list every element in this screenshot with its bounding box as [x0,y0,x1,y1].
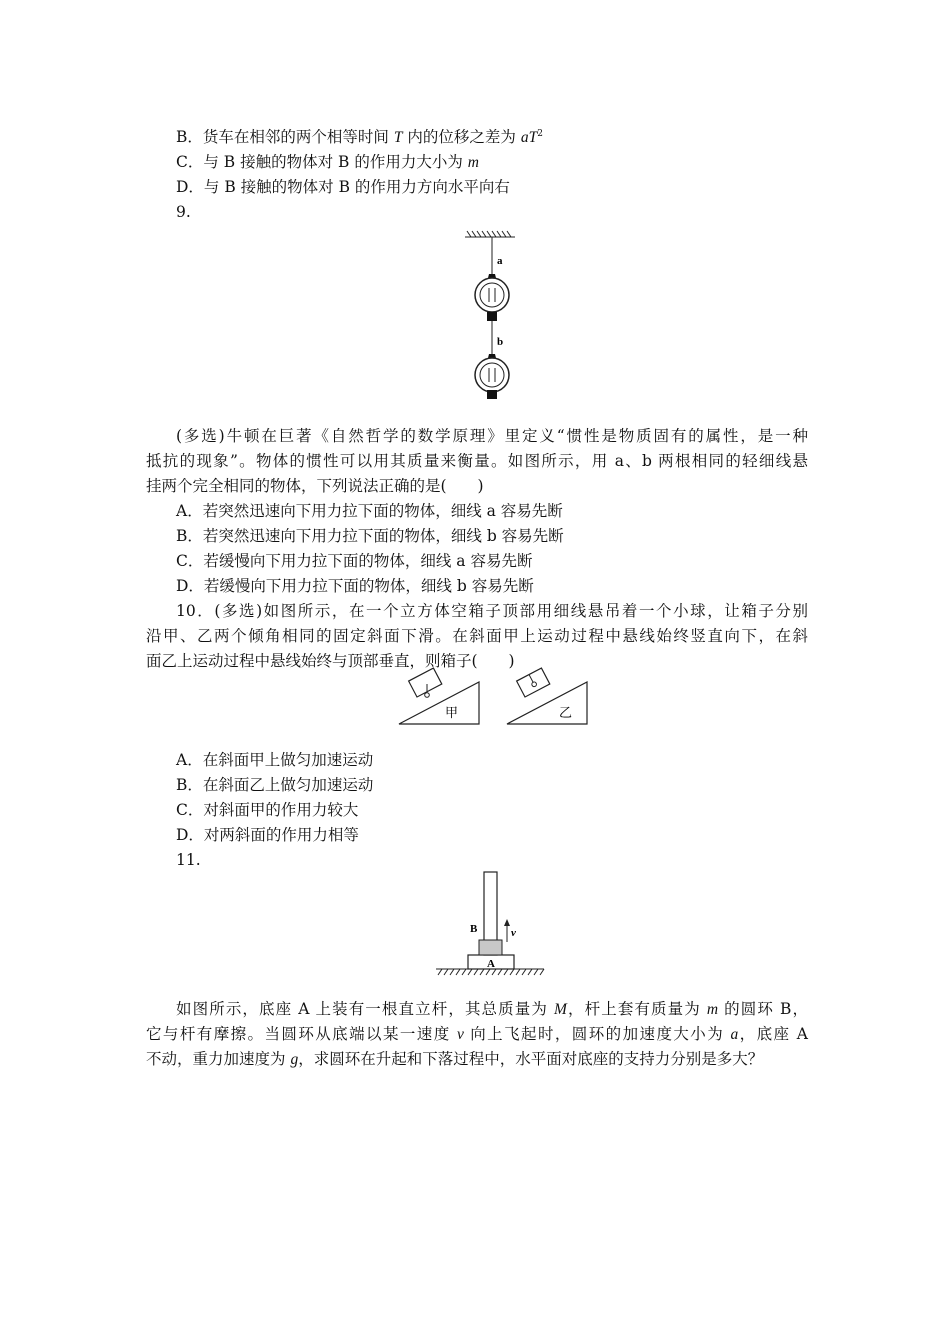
q11-var-m: m [706,1001,719,1018]
q9-option-b: B．若突然迅速向下用力拉下面的物体，细线 b 容易先断 [176,527,564,545]
q11-var-M: M [554,1001,567,1018]
weight-upper [475,274,509,321]
q8-exponent: 2 [537,129,543,139]
q11-var-a: a [730,1026,739,1043]
q8-option-b-text: B．货车在相邻的两个相等时间 [176,128,394,146]
label-a: a [497,255,503,267]
q10-figure [395,675,595,730]
q8-var-m: m [467,154,479,171]
label-B: B [470,923,478,935]
q11-stem-line2: 它与杆有摩擦。当圆环从底端以某一速度 v 向上飞起时，圆环的加速度大小为 a，底座 A [146,1025,808,1043]
q8-option-b [176,126,543,149]
q11-figure [432,868,552,983]
velocity-arrow [504,919,510,942]
q9-number: 9. [176,203,191,221]
q8-option-b-mid: 内的位移之差为 [402,128,521,146]
label-v: v [511,927,516,939]
q10-stem-line3: 面乙上运动过程中悬线始终与顶部垂直，则箱子( ) [146,652,515,670]
q11-stem-line3: 不动，重力加速度为 g，求圆环在升起和下落过程中，水平面对底座的支持力分别是多大？ [146,1050,764,1068]
label-b: b [497,336,504,348]
weight-lower [475,354,509,399]
label-A: A [487,958,495,970]
q9-figure [455,228,525,403]
q9-option-d: D．若缓慢向下用力拉下面的物体，细线 b 容易先断 [176,577,534,595]
q8-var-a: a [520,129,529,146]
q8-option-c-text: C．与 B 接触的物体对 B 的作用力大小为 [176,153,468,171]
q9-option-c: C．若缓慢向下用力拉下面的物体，细线 a 容易先断 [176,552,533,570]
q10-option-a: A．在斜面甲上做匀加速运动 [176,751,374,769]
q10-option-d: D．对两斜面的作用力相等 [176,826,359,844]
q9-stem-line1: (多选)牛顿在巨著《自然哲学的数学原理》里定义“惯性是物质固有的属性，是一种 [176,427,808,445]
incline-jia [399,668,479,724]
q11-var-v: v [457,1026,464,1043]
ceiling-hatch [465,231,515,237]
q8-option-d: D．与 B 接触的物体对 B 的作用力方向水平向右 [176,178,510,196]
q9-option-a: A．若突然迅速向下用力拉下面的物体，细线 a 容易先断 [176,502,563,520]
q10-option-c: C．对斜面甲的作用力较大 [176,801,359,819]
q8-var-T2: T [528,129,538,146]
q10-option-b: B．在斜面乙上做匀加速运动 [176,776,374,794]
label-yi: 乙 [559,705,573,720]
incline-yi [507,668,587,724]
q9-stem-line3: 挂两个完全相同的物体，下列说法正确的是( ) [146,477,484,495]
q9-stem-line2: 抵抗的现象”。物体的惯性可以用其质量来衡量。如图所示，用 a、b 两根相同的轻细线悬 [146,452,808,470]
q10-stem-line1: 10．(多选)如图所示，在一个立方体空箱子顶部用细线悬吊着一个小球，让箱子分别 [176,602,808,620]
q11-stem-line1: 如图所示，底座 A 上装有一根直立杆，其总质量为 M，杆上套有质量为 m 的圆环 B， [176,1000,808,1018]
q10-stem-line2: 沿甲、乙两个倾角相同的固定斜面下滑。在斜面甲上运动过程中悬线始终竖直向下，在斜 [146,627,808,645]
q8-option-c [176,151,479,174]
q8-var-T: T [393,129,403,146]
q11-var-g: g [290,1051,299,1068]
label-jia: 甲 [445,705,459,720]
q11-number: 11. [176,851,201,869]
ring-B [479,940,502,955]
